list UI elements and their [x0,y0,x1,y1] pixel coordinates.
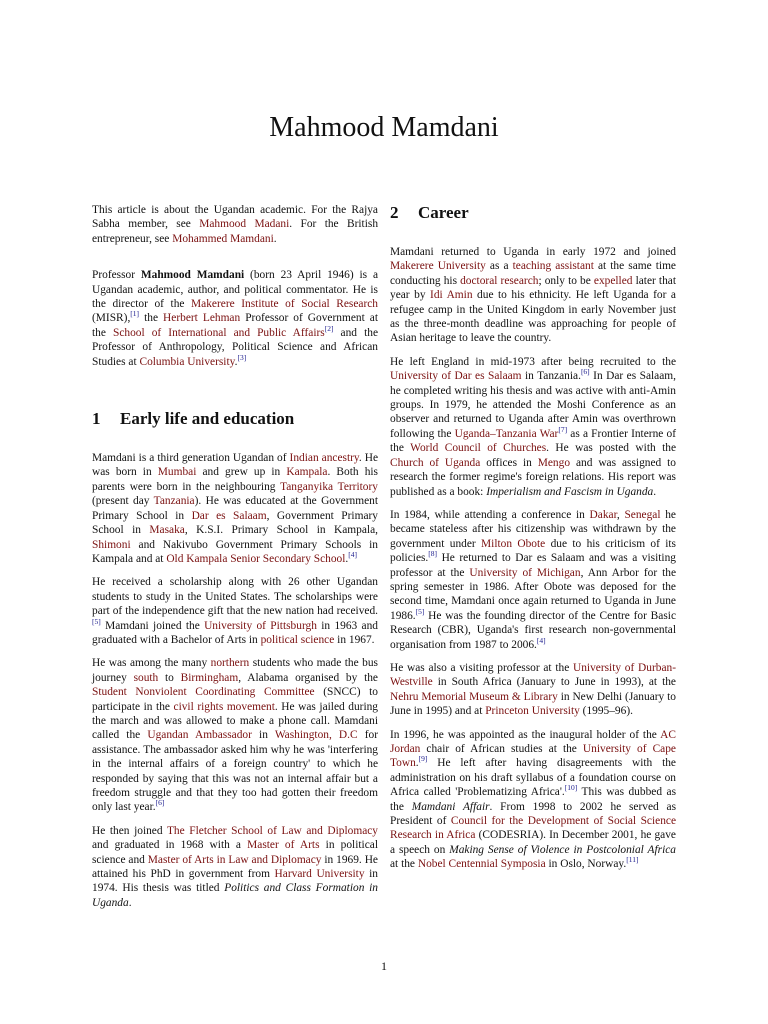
link-codesria[interactable]: Council for the Development of Social Science Research in Africa [390,815,677,842]
paragraph: Mamdani is a third generation Ugandan of Indian ancestry. He was born in Mumbai and grew up in Kampala. Both his parents were born in the neighbouring Tanganyika Territory (present day Tanzania). He was educated at the Government Primary School in Dar es Salaam, Government Primary School in Masaka, K.S.I. Primary School in Kampala, Shimoni and Nakivubo Government Primary Schools in Kampala and at Old Kampala Senior Secondary School.[4] [92,452,379,565]
citation[interactable]: [5] [92,616,101,626]
paragraph: In 1984, while attending a conference in Dakar, Senegal he became stateless after his citizenship was withdrawn by the government under Milton Obote due to his criticism of its policies.[8] He returned to Dar es Salaam and was a visiting professor at the University of Michigan, Ann Arbor for the spring semester in 1986. After Obote was deposed for the second time, Mamdani once again returned to Uganda in June 1986.[5] He was the founding director of the Centre for Basic Research (CBR), Uganda's first research non-governmental organisation from 1987 to 2006.[4] [390,508,676,651]
link-nobel-centennial-symposia[interactable]: Nobel Centennial Symposia [417,858,546,871]
citation[interactable]: [2] [324,324,334,334]
link-misr[interactable]: Makerere Institute of Social Research [191,298,378,311]
link-mahmood-madani[interactable]: Mahmood Madani [199,218,290,231]
link-milton-obote[interactable]: Milton Obote [481,537,546,550]
paragraph: Mamdani returned to Uganda in early 1972 and joined Makerere University as a teaching assistant at the same time conducting his doctoral research; only to be expelled later that year by Idi Amin due to his ethnicity. He left Uganda for a refugee camp in the United Kingdom in early November just as the three-month deadline was approaching for people of Asian heritage to leave the country. [390,246,676,345]
hatnote: This article is about the Ugandan academic. For the Rajya Sabha member, see Mahmood Madani. For the British entrepreneur, see Mohammed Mamdani. [92,204,379,245]
link-princeton-university[interactable]: Princeton University [485,705,580,718]
link-south[interactable]: south [133,671,159,684]
citation[interactable]: [7] [558,425,568,435]
link-masaka[interactable]: Masaka [149,524,185,537]
right-column [390,203,676,881]
section-heading-career: 2 Career [390,203,469,222]
link-tanzania[interactable]: Tanzania [153,495,195,508]
citation[interactable]: [3] [237,352,247,362]
citation[interactable]: [9] [418,754,428,764]
link-university-of-cape-town[interactable]: University of Cape Town [390,743,676,770]
link-makerere-university[interactable]: Makerere University [390,260,486,273]
link-fletcher-school[interactable]: The Fletcher School of Law and Diplomacy [166,824,378,837]
paragraph: He was also a visiting professor at the University of Durban-Westville in South Africa (January to June in 1993), at the Nehru Memorial Museum & Library in New Delhi (January to June in 1995) and at Princeton University (1995–96). [390,661,676,718]
link-mohammed-mamdani[interactable]: Mohammed Mamdani [172,232,274,245]
link-ugandan-ambassador[interactable]: Ugandan Ambassador [147,729,252,742]
citation[interactable]: [10] [564,783,578,793]
link-herbert-lehman[interactable]: Herbert Lehman [163,312,241,325]
link-birmingham[interactable]: Birmingham [180,671,239,684]
link-indian-ancestry[interactable]: Indian ancestry [289,452,359,465]
link-dar-es-salaam[interactable]: Dar es Salaam [191,509,267,522]
link-sipa[interactable]: School of International and Public Affairs [113,326,325,339]
paragraph: He then joined The Fletcher School of Law and Diplomacy and graduated in 1968 with a Master of Arts in political science and Master of Arts in Law and Diplomacy in 1969. He attained his PhD in government from Harvard University in 1974. His thesis was titled Politics and Class Formation in Uganda. [92,824,378,909]
link-kampala[interactable]: Kampala [286,466,328,479]
page-title: Mahmood Mamdani [269,112,499,143]
link-mengo[interactable]: Mengo [537,456,571,469]
link-university-of-dar-es-salaam[interactable]: University of Dar es Salaam [390,370,522,383]
citation[interactable]: [8] [428,549,438,559]
left-column [92,203,378,919]
link-mumbai[interactable]: Mumbai [157,466,197,479]
link-northern[interactable]: northern [210,657,250,670]
link-sncc[interactable]: Student Nonviolent Coordinating Committee [92,686,315,699]
link-political-science[interactable]: political science [260,633,335,646]
link-civil-rights-movement[interactable]: civil rights movement [173,700,275,713]
citation[interactable]: [4] [536,635,546,645]
link-expelled[interactable]: expelled [593,274,633,287]
section-heading-early-life: 1 Early life and education [92,409,295,429]
link-senegal[interactable]: Senegal [624,508,661,521]
link-university-of-durban-westville[interactable]: University of Durban-Westville [390,661,676,689]
link-idi-amin[interactable]: Idi Amin [430,289,473,302]
link-world-council-of-churches[interactable]: World Council of Churches [410,442,547,455]
paragraph: He left England in mid-1973 after being recruited to the University of Dar es Salaam in Tanzania.[6] In Dar es Salaam, he completed writing his thesis and was active with anti-Amin groups. In 1979, he attended the Moshi Conference as an observer and returned to Uganda after Amin was overthrown following the Uganda–Tanzania War[7] as a Frontier Interne of the World Council of Churches. He was posted with the Church of Uganda offices in Mengo and was assigned to research the former regime's foreign relations. His report was published as a book: Imperialism and Fascism in Uganda. [390,355,677,498]
link-university-of-michigan[interactable]: University of Michigan [469,566,581,579]
link-washington-dc[interactable]: Washington, D.C [274,729,358,742]
link-master-of-arts[interactable]: Master of Arts [247,839,320,852]
link-nehru-memorial-museum[interactable]: Nehru Memorial Museum & Library [390,690,558,703]
intro-paragraph: Professor Mahmood Mamdani (born 23 April 1946) is a Ugandan academic, author, and political commentator. He is the director of the Makerere Institute of Social Research (MISR),[1] the Herbert Lehman Professor of Government at the School of International and Public Affairs[2] and the Professor of Anthropology, Political Science and African Studies at Columbia University.[3] [92,269,379,368]
link-dakar[interactable]: Dakar [589,508,617,521]
link-ac-jordan[interactable]: AC Jordan [390,728,676,755]
link-old-kampala-sss[interactable]: Old Kampala Senior Secondary School [166,552,346,565]
paragraph: He received a scholarship along with 26 other Ugandan students to study in the United States. The scholarships were part of the independence gift that the new nation had received.[5] Mamdani joined the University of Pittsburgh in 1963 and graduated with a Bachelor of Arts in political science in 1967. [92,576,378,646]
link-church-of-uganda[interactable]: Church of Uganda [390,456,481,469]
link-master-of-arts-law-diplomacy[interactable]: Master of Arts in Law and Diplomacy [147,853,322,866]
link-harvard-university[interactable]: Harvard University [274,868,365,881]
link-shimoni[interactable]: Shimoni [92,538,131,551]
citation[interactable]: [4] [348,550,357,560]
citation[interactable]: [11] [626,855,639,865]
paragraph: In 1996, he was appointed as the inaugural holder of the AC Jordan chair of African studies at the University of Cape Town.[9] He left after having disagreements with the administration on his draft syllabus of a foundation course on Africa called 'Problematizing Africa'.[10] This was dubbed as the Mamdani Affair. From 1998 to 2002 he served as President of Council for the Development of Social Science Research in Africa (CODESRIA). In December 2001, he gave a speech on Making Sense of Violence in Postcolonial Africa at the Nobel Centennial Symposia in Oslo, Norway.[11] [390,728,677,871]
link-columbia-university[interactable]: Columbia University [139,355,235,368]
paragraph: He was among the many northern students who made the bus journey south to Birmingham, Alabama organised by the Student Nonviolent Coordinating Committee (SNCC) to participate in the civil rights movement. He was jailed during the march and was allowed to make a phone call. Mamdani called the Ugandan Ambassador in Washington, D.C for assistance. The ambassador asked him why he was 'interfering in the internal affairs of a foreign country' to which he responded by saying that this was not an internal affair but a freedom struggle and that they too had gotten their freedom only last year.[6] [92,657,379,814]
link-doctoral-research[interactable]: doctoral research [460,274,539,287]
citation[interactable]: [6] [580,367,590,377]
link-tanganyika-territory[interactable]: Tanganyika Territory [280,480,378,493]
citation[interactable]: [6] [155,798,165,808]
link-university-of-pittsburgh[interactable]: University of Pittsburgh [204,619,317,632]
link-uganda-tanzania-war[interactable]: Uganda–Tanzania War [454,427,559,440]
page-number: 1 [381,959,387,973]
citation[interactable]: [5] [415,606,425,616]
link-teaching-assistant[interactable]: teaching assistant [512,260,594,273]
citation[interactable]: [1] [130,309,140,319]
